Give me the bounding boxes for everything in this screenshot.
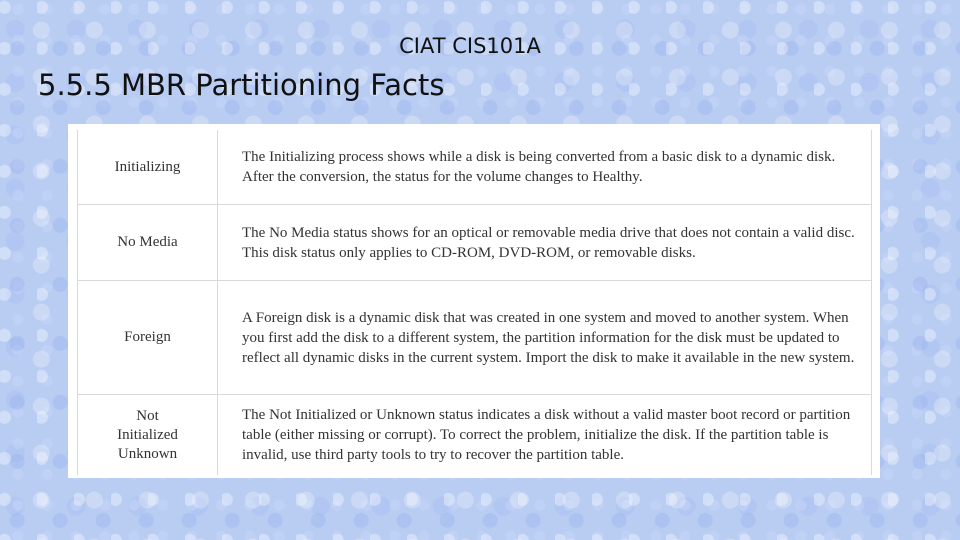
description-cell: A Foreign disk is a dynamic disk that was created in one system and moved to another system. When you first add the disk to a different system, the partition information for the disk must be updated to reflect all dynamic disks in the current system. Import the disk to make it available in the new system. xyxy=(218,281,872,395)
table-row xyxy=(78,395,872,476)
page-title: 5.5.5 MBR Partitioning Facts xyxy=(38,68,445,102)
description-cell: The Not Initialized or Unknown status indicates a disk without a valid master boot record or partition table (either missing or corrupt). To correct the problem, initialize the disk. If the partition table is invalid, use third party tools to try to recover the partition table. xyxy=(218,395,872,476)
term-line: Unknown xyxy=(117,445,178,462)
facts-table-panel xyxy=(68,124,880,478)
term-cell: Foreign xyxy=(78,281,218,395)
table-row xyxy=(78,205,872,281)
description-cell: The Initializing process shows while a disk is being converted from a basic disk to a dynamic disk. After the conversion, the status for the volume changes to Healthy. xyxy=(218,130,872,205)
term-line: Initialized xyxy=(117,426,178,443)
term-cell: Initializing xyxy=(78,130,218,205)
term-line: Not xyxy=(136,407,159,424)
term-cell xyxy=(78,395,218,476)
facts-table xyxy=(77,130,872,475)
term-cell: No Media xyxy=(78,205,218,281)
table-row xyxy=(78,130,872,205)
course-header: CIAT CIS101A xyxy=(399,34,541,58)
table-row xyxy=(78,281,872,395)
description-cell: The No Media status shows for an optical or removable media drive that does not contain a valid disc. This disk status only applies to CD-ROM, DVD-ROM, or removable disks. xyxy=(218,205,872,281)
